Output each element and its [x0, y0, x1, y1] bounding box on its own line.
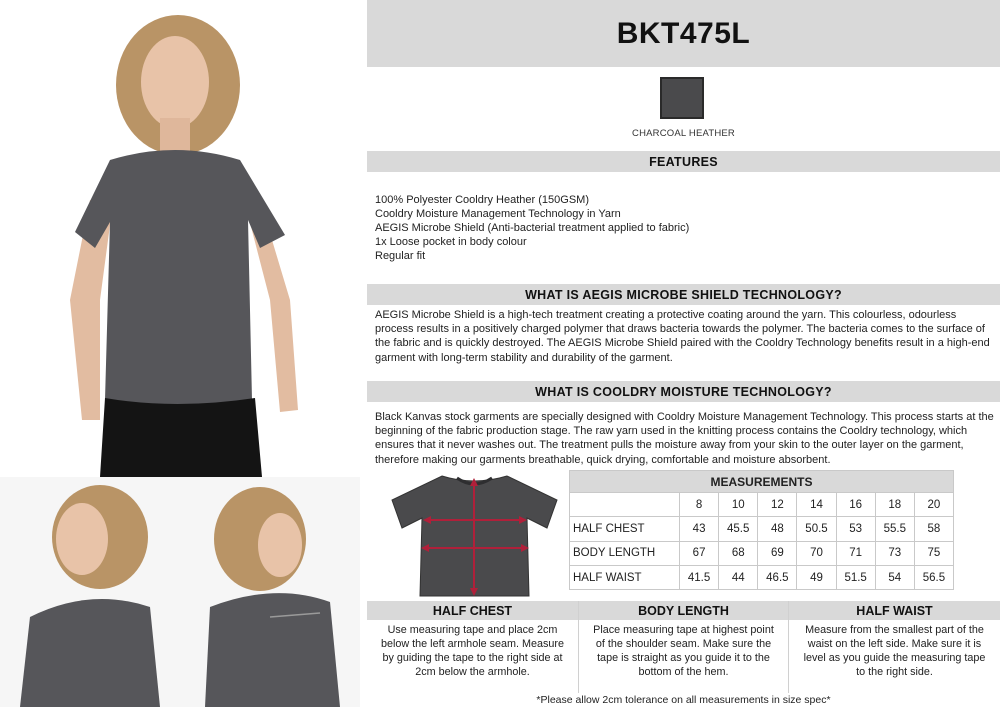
- feature-item: Regular fit: [375, 250, 426, 262]
- size-header: 16: [836, 493, 875, 517]
- row-label: BODY LENGTH: [570, 541, 680, 565]
- color-swatch: [660, 77, 704, 119]
- howto-half-waist: [789, 601, 1000, 693]
- table-row: [570, 565, 954, 589]
- table-cell: 51.5: [836, 565, 875, 589]
- row-label: HALF WAIST: [570, 565, 680, 589]
- table-cell: 71: [836, 541, 875, 565]
- table-cell: 69: [758, 541, 797, 565]
- table-cell: 75: [914, 541, 953, 565]
- table-cell: 73: [875, 541, 914, 565]
- product-photo-side: [0, 477, 180, 707]
- table-cell: 54: [875, 565, 914, 589]
- tshirt-icon: [387, 470, 562, 600]
- title-bar: [367, 0, 1000, 67]
- features-heading: FEATURES: [367, 151, 1000, 172]
- measurements-heading: MEASUREMENTS: [570, 471, 954, 493]
- feature-item: 1x Loose pocket in body colour: [375, 236, 527, 248]
- table-row: [570, 517, 954, 541]
- howto-text: Use measuring tape and place 2cm below the left armhole seam. Measure by guiding the tape to the right side at 2cm below the armhole.: [380, 624, 565, 678]
- table-cell: 49: [797, 565, 836, 589]
- table-row: [570, 541, 954, 565]
- product-photo-back: [180, 477, 360, 707]
- row-label: HALF CHEST: [570, 517, 680, 541]
- table-cell: 43: [680, 517, 719, 541]
- table-cell: 50.5: [797, 517, 836, 541]
- table-cell: 44: [719, 565, 758, 589]
- product-photo-front: [0, 0, 360, 477]
- product-code: BKT475L: [616, 16, 751, 50]
- table-cell: 53: [836, 517, 875, 541]
- size-header: 18: [875, 493, 914, 517]
- aegis-heading: WHAT IS AEGIS MICROBE SHIELD TECHNOLOGY?: [367, 284, 1000, 305]
- features-list: [375, 193, 689, 263]
- color-name: CHARCOAL HEATHER: [632, 128, 735, 139]
- size-header: 14: [797, 493, 836, 517]
- size-header-empty: [570, 493, 680, 517]
- table-cell: 58: [914, 517, 953, 541]
- feature-item: 100% Polyester Cooldry Heather (150GSM): [375, 194, 589, 206]
- table-cell: 67: [680, 541, 719, 565]
- table-cell: 48: [758, 517, 797, 541]
- size-header: 8: [680, 493, 719, 517]
- tolerance-note: *Please allow 2cm tolerance on all measurements in size spec*: [536, 694, 831, 706]
- howto-heading: BODY LENGTH: [579, 601, 788, 620]
- table-cell: 70: [797, 541, 836, 565]
- size-header: 20: [914, 493, 953, 517]
- table-cell: 45.5: [719, 517, 758, 541]
- size-header: 12: [758, 493, 797, 517]
- model-front-illustration: [0, 0, 360, 477]
- howto-text: Measure from the smallest part of the waist on the left side. Make sure it is level as you guide the measuring tape to the right side.: [803, 624, 986, 678]
- measurement-diagram: [387, 470, 562, 600]
- model-back-illustration: [180, 477, 360, 707]
- size-header: 10: [719, 493, 758, 517]
- howto-half-chest: [367, 601, 578, 693]
- howto-heading: HALF CHEST: [367, 601, 578, 620]
- feature-item: Cooldry Moisture Management Technology in Yarn: [375, 208, 621, 220]
- howto-body-length: [578, 601, 789, 693]
- howto-text: Place measuring tape at highest point of the shoulder seam. Make sure the tape is straight as you guide it to the bottom of the hem.: [593, 624, 774, 678]
- model-side-illustration: [0, 477, 180, 707]
- cooldry-heading: WHAT IS COOLDRY MOISTURE TECHNOLOGY?: [367, 381, 1000, 402]
- table-cell: 46.5: [758, 565, 797, 589]
- feature-item: AEGIS Microbe Shield (Anti-bacterial treatment applied to fabric): [375, 222, 690, 234]
- howto-heading: HALF WAIST: [789, 601, 1000, 620]
- table-cell: 56.5: [914, 565, 953, 589]
- table-cell: 68: [719, 541, 758, 565]
- spec-sheet-panel: [367, 0, 1000, 707]
- measurements-table: [569, 470, 954, 590]
- size-header-row: [570, 493, 954, 517]
- cooldry-text: Black Kanvas stock garments are specially designed with Cooldry Moisture Management Technology. This process starts at the beginning of the fabric production stage. The raw yarn used in the knitting process contains the Cooldry technology, which ensures that it never washes out. The treatment pulls the moisture away from your skin to the outer layer on the garment, therefore making our garments breathable, quick drying, comfortable and moisture absorbent.: [375, 411, 994, 466]
- table-cell: 41.5: [680, 565, 719, 589]
- aegis-text: AEGIS Microbe Shield is a high-tech treatment creating a protective coating around the yarn. This colourless, odourless process results in a positively charged polymer that draws bacteria towards the polymer. The bacteria comes to the surface of the fabric and is quickly destroyed. The AEGIS Microbe Shield paired with the Cooldry Technology benefits result in a high-end garment with long-term stability and durability of the garment.: [375, 309, 990, 364]
- table-cell: 55.5: [875, 517, 914, 541]
